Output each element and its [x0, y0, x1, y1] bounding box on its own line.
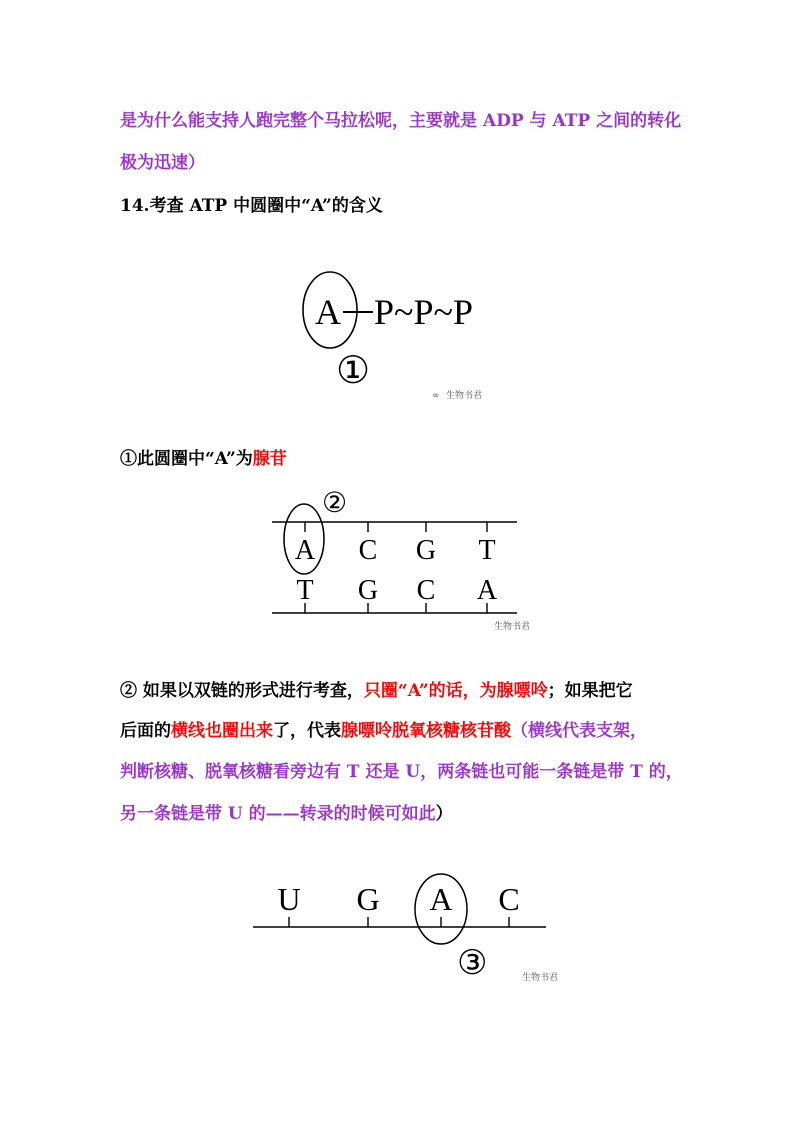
point-2-l4-a: 另一条链是带 U 的——转录的时候可如此 — [120, 804, 436, 824]
point-2-l2-e: （横线代表支架， — [511, 721, 647, 741]
figure-1-a: A — [315, 292, 341, 332]
figure-3-letter-1: G — [356, 881, 380, 917]
figure-2-bottom-1: G — [357, 575, 379, 606]
point-1-prefix: ①此圆圈中“A”为 — [120, 449, 253, 469]
figure-2-top-2: G — [415, 535, 437, 566]
point-2-l2-d: 腺嘌呤脱氧核糖核苷酸 — [341, 721, 511, 741]
point-2-line-3: 判断核糖、脱氧核糖看旁边有 T 还是 U，两条链也可能一条链是带 T 的， — [120, 762, 683, 782]
figure-1-watermark: 生物书君 — [446, 391, 483, 401]
figure-3-marker: ③ — [457, 945, 488, 982]
figure-3-single-strand — [253, 874, 558, 983]
figure-3-letter-0: U — [277, 881, 301, 917]
figure-1-watermark-icon: ∞ — [432, 391, 440, 401]
figure-3-letter-2: A — [429, 881, 453, 917]
figure-2-double-strand — [272, 488, 530, 632]
figure-2-top-3: T — [478, 535, 496, 566]
section-14-heading: 14.考查 ATP 中圆圈中“A”的含义 — [120, 196, 383, 216]
figure-3-watermark: 生物书君 — [522, 973, 559, 983]
figure-1-marker: ① — [336, 350, 371, 392]
figure-2-top-1: C — [358, 535, 378, 566]
point-1-answer: 腺苷 — [252, 449, 287, 469]
intro-line-1: 是为什么能支持人跑完整个马拉松呢，主要就是 ADP 与 ATP 之间的转化 — [120, 111, 682, 131]
figure-2-watermark: 生物书君 — [494, 622, 531, 632]
intro-line-2: 极为迅速） — [120, 153, 205, 173]
figure-2-marker: ② — [322, 488, 348, 519]
point-2-l2-b: 横线也圈出来 — [171, 721, 273, 741]
figure-2-bottom-0: T — [296, 575, 314, 606]
figure-3-letter-3: C — [498, 881, 520, 917]
point-2-l1-prefix: ② 如果以双链的形式进行考查， — [120, 681, 364, 701]
point-2-l2-c: 了，代表 — [273, 721, 341, 741]
point-2-l1-suffix: ；如果把它 — [547, 681, 633, 701]
figure-1-atp — [303, 272, 482, 401]
figure-2-bottom-3: A — [476, 575, 498, 606]
figure-1-phosphates: P~P~P — [374, 292, 474, 332]
point-2-l2-a: 后面的 — [120, 721, 171, 741]
point-2-l1-red: 只圈“A”的话，为腺嘌呤 — [363, 681, 548, 701]
figure-2-bottom-2: C — [416, 575, 436, 606]
figure-2-top-0: A — [294, 535, 316, 566]
point-2-l4-b: ） — [435, 804, 453, 824]
